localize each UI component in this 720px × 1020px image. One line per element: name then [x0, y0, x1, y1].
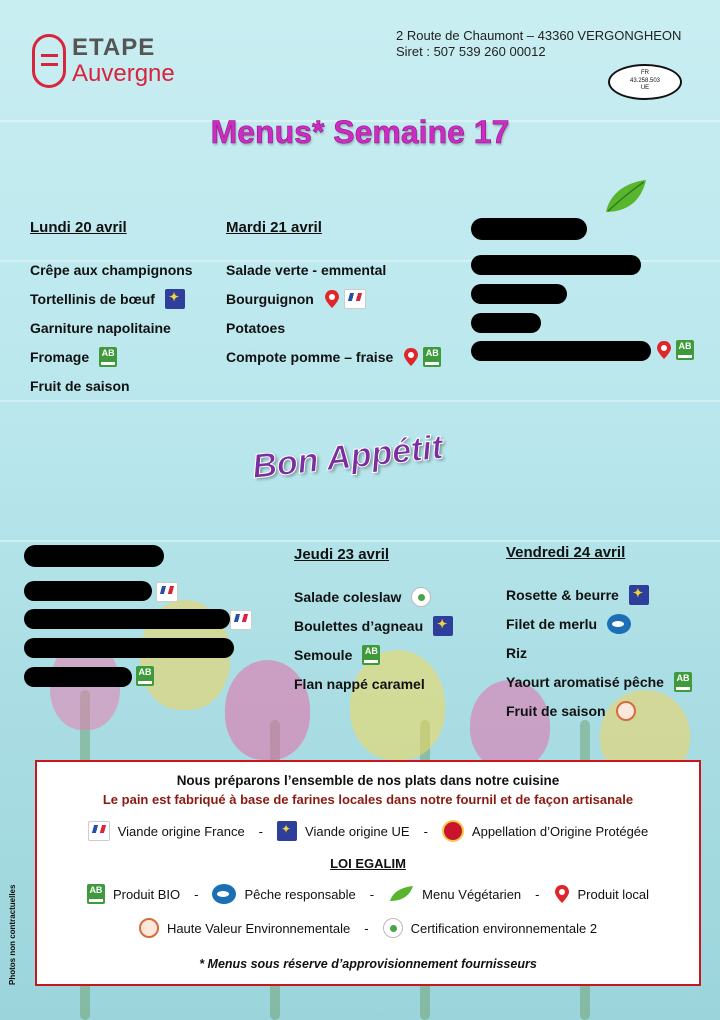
- organic-ab-icon: AB: [362, 645, 380, 665]
- bon-appetit-banner: Bon Appétit: [250, 428, 445, 486]
- logo-text-etape: ETAPE: [72, 34, 156, 61]
- local-pin-icon: [324, 289, 340, 309]
- company-siret: Siret : 507 539 260 00012: [396, 44, 546, 59]
- menu-item: Filet de merlu: [506, 609, 692, 638]
- menu-item: Flan nappé caramel: [294, 675, 425, 692]
- legend-label: Certification environnementale 2: [410, 920, 598, 936]
- menu-item: Fruit de saison: [30, 377, 130, 394]
- legend-label: Appellation d’Origine Protégée: [471, 823, 649, 839]
- day-column-jeudi: [294, 546, 453, 698]
- sustainable-fish-icon: [607, 614, 631, 634]
- menu-item: Potatoes: [226, 319, 286, 336]
- redacted-menu-item: [471, 255, 641, 275]
- legend-separator: -: [194, 886, 199, 902]
- env-cert-icon: [383, 918, 403, 938]
- legend-kitchen-text: Nous préparons l’ensemble de nos plats dans notre cuisine: [176, 773, 560, 788]
- redacted-menu-item: [471, 313, 541, 333]
- redacted-menu-item: [471, 341, 651, 361]
- menu-item: Salade verte - emmental: [226, 261, 387, 278]
- organic-ab-icon: AB: [676, 340, 694, 360]
- redacted-day-title: [24, 545, 164, 567]
- legend-box: [35, 760, 701, 986]
- eu-origin-icon: [165, 289, 185, 309]
- stamp-line: 43.258.503: [629, 77, 661, 84]
- day-column-mardi: [226, 219, 441, 371]
- french-meat-icon: [156, 582, 178, 602]
- organic-ab-icon: AB: [423, 347, 441, 367]
- menu-item: Rosette & beurre ✦: [506, 580, 692, 609]
- vegetarian-leaf-icon: [602, 178, 648, 216]
- local-pin-icon: [656, 340, 672, 360]
- organic-ab-icon: AB: [99, 347, 117, 367]
- health-stamp: [608, 64, 682, 100]
- legend-separator: -: [423, 823, 428, 839]
- eu-origin-icon: [433, 616, 453, 636]
- menu-item: Compote pomme – fraise AB: [226, 342, 441, 371]
- logo-text-auvergne: Auvergne: [72, 60, 175, 87]
- day-title: Lundi 20 avril: [30, 219, 127, 236]
- legend-label: Viande origine UE: [305, 823, 410, 839]
- legend-separator: -: [535, 886, 540, 902]
- company-address: 2 Route de Chaumont – 43360 VERGONGHEON: [396, 28, 682, 43]
- redacted-menu-item: [24, 667, 132, 687]
- aop-icon: [442, 820, 464, 842]
- legend-label: Viande origine France: [117, 823, 245, 839]
- menu-item: Boulettes d’agneau ✦: [294, 611, 453, 640]
- logo-mark-icon: [32, 34, 66, 88]
- legend-row-origin: [37, 818, 699, 844]
- redacted-menu-item: [24, 609, 230, 629]
- vegetarian-leaf-icon: [388, 885, 414, 903]
- legend-egalim-heading: LOI EGALIM: [330, 856, 406, 871]
- legend-row-environment: [37, 915, 699, 941]
- local-pin-icon: [403, 347, 419, 367]
- legend-label: Haute Valeur Environnementale: [166, 920, 351, 936]
- menu-item: Tortellinis de bœuf ✦: [30, 284, 199, 313]
- french-meat-icon: [344, 289, 366, 309]
- redacted-menu-item: [24, 581, 152, 601]
- hve-icon: [616, 701, 636, 721]
- etape-auvergne-logo: [32, 32, 202, 92]
- stamp-line: UE: [640, 85, 650, 91]
- menu-item: Crêpe aux champignons: [30, 261, 193, 278]
- legend-row-egalim: [37, 881, 699, 907]
- menu-item: Semoule AB: [294, 640, 453, 669]
- menu-item: Riz: [506, 644, 527, 661]
- legend-separator: -: [258, 823, 264, 839]
- menu-item: Fruit de saison: [506, 696, 692, 725]
- background-plank: [0, 540, 720, 542]
- stamp-line: FR: [641, 70, 649, 76]
- day-column-lundi: [30, 219, 199, 400]
- menu-item: Yaourt aromatisé pêche AB: [506, 667, 692, 696]
- day-title: Jeudi 23 avril: [294, 546, 390, 563]
- redacted-menu-item: [24, 638, 234, 658]
- menu-item: Salade coleslaw: [294, 582, 453, 611]
- legend-footnote: * Menus sous réserve d’approvisionnement fournisseurs: [199, 957, 537, 971]
- eu-origin-icon: [629, 585, 649, 605]
- legend-label: Pêche responsable: [244, 886, 356, 902]
- eu-origin-icon: [277, 821, 297, 841]
- local-pin-icon: [554, 884, 570, 904]
- day-column-vendredi: [506, 544, 692, 725]
- sustainable-fish-icon: [212, 884, 236, 904]
- french-meat-icon: [88, 821, 110, 841]
- day-title: Vendredi 24 avril: [506, 544, 626, 561]
- legend-separator: -: [364, 920, 369, 936]
- organic-ab-icon: AB: [87, 884, 105, 904]
- redacted-day-title: [471, 218, 587, 240]
- legend-label: Produit BIO: [112, 886, 181, 902]
- env-cert-icon: [411, 587, 431, 607]
- menu-item: Bourguignon: [226, 284, 441, 313]
- menu-item: Garniture napolitaine: [30, 319, 171, 336]
- legend-separator: -: [369, 886, 375, 902]
- redacted-menu-item: [471, 284, 567, 304]
- hve-icon: [139, 918, 159, 938]
- day-title: Mardi 21 avril: [226, 219, 322, 236]
- organic-ab-icon: AB: [136, 666, 154, 686]
- french-meat-icon: [230, 610, 252, 630]
- legend-label: Produit local: [577, 886, 650, 902]
- background-plank: [0, 400, 720, 402]
- page-title: Menus* Semaine 17: [210, 114, 510, 150]
- company-address-block: [396, 28, 681, 60]
- side-disclaimer: Photos non contractuelles: [8, 884, 17, 985]
- organic-ab-icon: AB: [674, 672, 692, 692]
- legend-label: Menu Végétarien: [422, 886, 522, 902]
- legend-bread-text: Le pain est fabriqué à base de farines locales dans notre fournil et de façon artisanale: [102, 792, 634, 807]
- menu-item: Fromage AB: [30, 342, 199, 371]
